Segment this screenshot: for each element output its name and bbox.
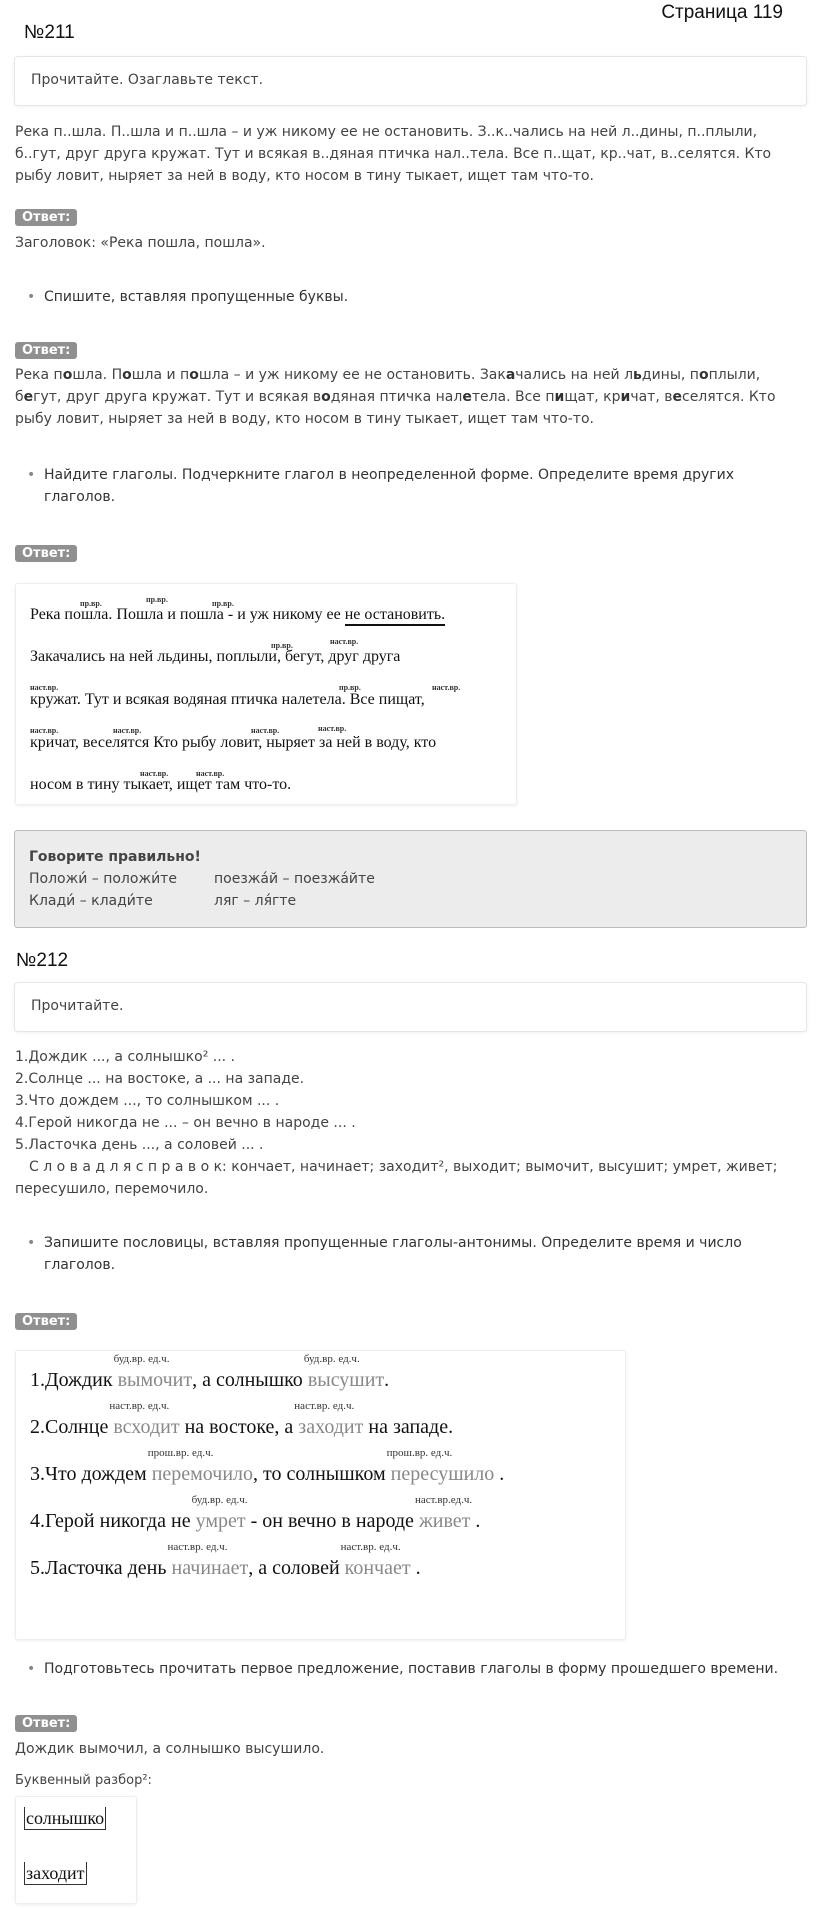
proverb-line: 4.Герой никогда не ... – он вечно в народе ... .: [15, 1115, 356, 1131]
task-text: Прочитайте. Озаглавьте текст.: [31, 72, 264, 88]
proverb-list: [15, 1046, 807, 1200]
inserted-letter: о: [321, 389, 331, 405]
task-box-211: [14, 56, 807, 106]
text-fragment: шла – и уж никому ее не остановить. Зак: [198, 367, 506, 383]
parse-word: солнышко: [26, 1808, 105, 1828]
proverb-text: 3.Что дождем: [30, 1463, 152, 1485]
proverb-answer-line: [30, 1447, 505, 1486]
image-line-2: Закачались на ней льдины, поплыли, бегут, друг друга: [30, 648, 401, 665]
proverb-text: 2.Солнце: [30, 1416, 114, 1438]
inserted-verb: умрет буд.вр. ед.ч.: [191, 1494, 248, 1532]
inserted-verb: всходит наст.вр. ед.ч.: [109, 1400, 180, 1438]
proverb-text: , а солнышко: [192, 1369, 308, 1391]
answer-badge: Ответ:: [15, 339, 77, 360]
tense-mark: наст.вр.: [30, 683, 59, 692]
image-line-4: кричат, веселятся Кто рыбу ловит, ныряет за ней в воду, кто: [30, 734, 437, 751]
proverb-line: 2.Солнце ... на востоке, а ... на западе.: [15, 1071, 305, 1087]
text-fragment: гут, друг друга кружат. Тут и всякая в: [33, 389, 322, 405]
inserted-letter: ь: [633, 367, 642, 383]
inserted-verb: вымочит буд.вр. ед.ч.: [113, 1353, 193, 1391]
text-fragment: чались на ней л: [515, 367, 634, 383]
inserted-verb: пересушило прош.вр. ед.ч.: [386, 1447, 495, 1485]
tense-mark: пр.вр.: [146, 595, 168, 604]
bullet-task: • Спишите, вставляя пропущенные буквы.: [27, 286, 804, 308]
grammar-mark: наст.вр. ед.ч.: [167, 1541, 228, 1553]
inserted-letter: и: [554, 389, 565, 405]
inserted-letter: и: [620, 389, 631, 405]
grammar-mark: буд.вр. ед.ч.: [113, 1353, 170, 1365]
letter-parse-label: Буквенный разбор²:: [15, 1773, 152, 1788]
text-fragment: щат, кр: [564, 389, 621, 405]
answer-badge: Ответ:: [15, 542, 77, 563]
proverb-text: .: [470, 1510, 481, 1532]
proverb-text: на западе.: [363, 1416, 454, 1438]
proverb-text: .: [494, 1463, 505, 1485]
page-number: Страница 119: [661, 2, 783, 23]
answer-filled-text: [15, 364, 807, 430]
bullet-task: • Подготовьтесь прочитать первое предложение, поставив глаголы в форму прошедшего времени.: [27, 1658, 804, 1680]
inserted-letter: е: [462, 389, 472, 405]
past-tense-answer: Дождик вымочил, а солнышко высушило.: [15, 1741, 325, 1757]
tense-mark: пр.вр.: [80, 599, 102, 608]
text-fragment: Река п: [15, 367, 63, 383]
tense-mark: наст.вр.: [140, 769, 169, 778]
proverb-line: 1.Дождик ..., а солнышко² ... .: [15, 1049, 236, 1065]
task-text: Прочитайте.: [31, 998, 124, 1014]
text-fragment: дины, п: [641, 367, 699, 383]
proverb-line: 3.Что дождем ..., то солнышком ... .: [15, 1093, 280, 1109]
text-fragment: шла и п: [131, 367, 190, 383]
inserted-verb: высушит буд.вр. ед.ч.: [303, 1353, 385, 1391]
tense-mark: наст.вр.: [196, 769, 225, 778]
tense-mark: наст.вр.: [113, 726, 142, 735]
text-fragment: тела. Все п: [471, 389, 555, 405]
task-box-212: [14, 982, 807, 1032]
tip-row: Клади́ – клади́те ляг – ля́гте: [29, 893, 297, 909]
reference-words: С л о в а д л я с п р а в о к: кончает, начинает; заходит², выходит; вымочит, высушит; умрет, живет; пересушило, перемочило.: [15, 1159, 778, 1197]
text-fragment: шла. П: [72, 367, 123, 383]
grammar-mark: буд.вр. ед.ч.: [191, 1494, 248, 1506]
grammar-mark: наст.вр.ед.ч.: [414, 1494, 473, 1506]
inserted-verb: заходит наст.вр. ед.ч.: [294, 1400, 364, 1438]
inserted-verb: кончает наст.вр. ед.ч.: [340, 1541, 411, 1579]
proverb-text: .: [384, 1369, 390, 1391]
tip-title: Говорите правильно!: [29, 849, 201, 865]
image-line-3: кружат. Тут и всякая водяная птичка налетела. Все пищат,: [30, 691, 425, 708]
proverb-text: на востоке, а: [179, 1416, 299, 1438]
proverb-answer-line: [30, 1353, 390, 1392]
text-fragment: плыли, б: [15, 367, 761, 405]
exercise-number-211: №211: [24, 22, 75, 43]
answer-badge: Ответ:: [15, 1310, 77, 1331]
inserted-letter: о: [698, 367, 709, 383]
letter-parse-image: [15, 1796, 137, 1904]
tense-mark: наст.вр.: [251, 726, 280, 735]
answer-badge: Ответ:: [15, 1712, 77, 1733]
bullet-task: • Запишите пословицы, вставляя пропущенные глаголы-антонимы. Определите время и число глаголов.: [27, 1232, 804, 1276]
text-fragment: чат, в: [630, 389, 673, 405]
grammar-mark: буд.вр. ед.ч.: [303, 1353, 360, 1365]
inserted-letter: о: [122, 367, 132, 383]
answer-title: Заголовок: «Река пошла, пошла».: [15, 235, 266, 251]
image-line-5: носом в тину тыкает, ищет там что-то.: [30, 776, 292, 793]
bullet-task: • Найдите глаголы. Подчеркните глагол в неопределенной форме. Определите время других глаголов.: [27, 464, 804, 508]
tense-mark: наст.вр.: [30, 726, 59, 735]
tense-mark: пр.вр.: [212, 599, 234, 608]
proverb-line: 5.Ласточка день ..., а соловей ... .: [15, 1137, 264, 1153]
inserted-letter: а: [505, 367, 516, 383]
proverb-text: 5.Ласточка день: [30, 1557, 172, 1579]
grammar-mark: прош.вр. ед.ч.: [386, 1447, 453, 1459]
text-fragment: дяная птичка нал: [330, 389, 463, 405]
proverbs-answer-image: [15, 1350, 626, 1640]
inserted-letter: о: [189, 367, 199, 383]
image-line-1: Река пошла. Пошла и пошла - и уж никому ее не остановить.: [30, 606, 445, 624]
inserted-verb: живет наст.вр.ед.ч.: [414, 1494, 473, 1532]
proverb-text: , то солнышком: [253, 1463, 391, 1485]
tense-mark: пр.вр.: [339, 683, 361, 692]
proverb-answer-line: [30, 1541, 421, 1580]
verbs-image: [15, 583, 517, 805]
proverb-text: - он вечно в народе: [245, 1510, 419, 1532]
proverb-text: 1.Дождик: [30, 1369, 118, 1391]
infinitive-underline: не остановить.: [345, 606, 445, 626]
grammar-mark: наст.вр. ед.ч.: [294, 1400, 355, 1412]
proverb-text: , а соловей: [248, 1557, 345, 1579]
exercise-number-212: №212: [16, 950, 69, 971]
proverb-text: 4.Герой никогда не: [30, 1510, 196, 1532]
grammar-mark: прош.вр. ед.ч.: [147, 1447, 214, 1459]
tense-mark: наст.вр.: [318, 724, 347, 733]
grammar-mark: наст.вр. ед.ч.: [340, 1541, 401, 1553]
speak-correctly-box: [14, 830, 807, 928]
inserted-verb: перемочило прош.вр. ед.ч.: [147, 1447, 254, 1485]
inserted-letter: е: [672, 389, 682, 405]
proverb-answer-line: [30, 1494, 481, 1533]
proverb-answer-line: [30, 1400, 454, 1439]
inserted-letter: о: [62, 367, 73, 383]
text-fragment: селятся. Кто рыбу ловит, ныряет за ней в воду, кто носом в тину тыкает, ищет там что-то.: [15, 389, 776, 427]
inserted-letter: е: [23, 389, 34, 405]
parse-word: заходит: [26, 1863, 85, 1883]
proverb-text: .: [410, 1557, 421, 1579]
tense-mark: наст.вр.: [432, 683, 461, 692]
answer-badge: Ответ:: [15, 206, 77, 227]
tense-mark: пр.вр.: [271, 641, 293, 650]
exercise-text: Река п..шла. П..шла и п..шла – и уж никому ее не остановить. З..к..чались на ней л..дины, п..плыли, б..гут, друг друга кружат. Тут и всякая в..дяная птичка нал..тела. Все п..щат, кр..чат, в..селятся. Кто рыбу ловит, ныряет за ней в воду, кто носом в тину тыкает, ищет там что-то.: [15, 124, 772, 184]
tip-row: Положи́ – положи́те поезжа́й – поезжа́йте: [29, 871, 375, 887]
tense-mark: наст.вр.: [330, 637, 359, 646]
grammar-mark: наст.вр. ед.ч.: [109, 1400, 170, 1412]
inserted-verb: начинает наст.вр. ед.ч.: [167, 1541, 249, 1579]
